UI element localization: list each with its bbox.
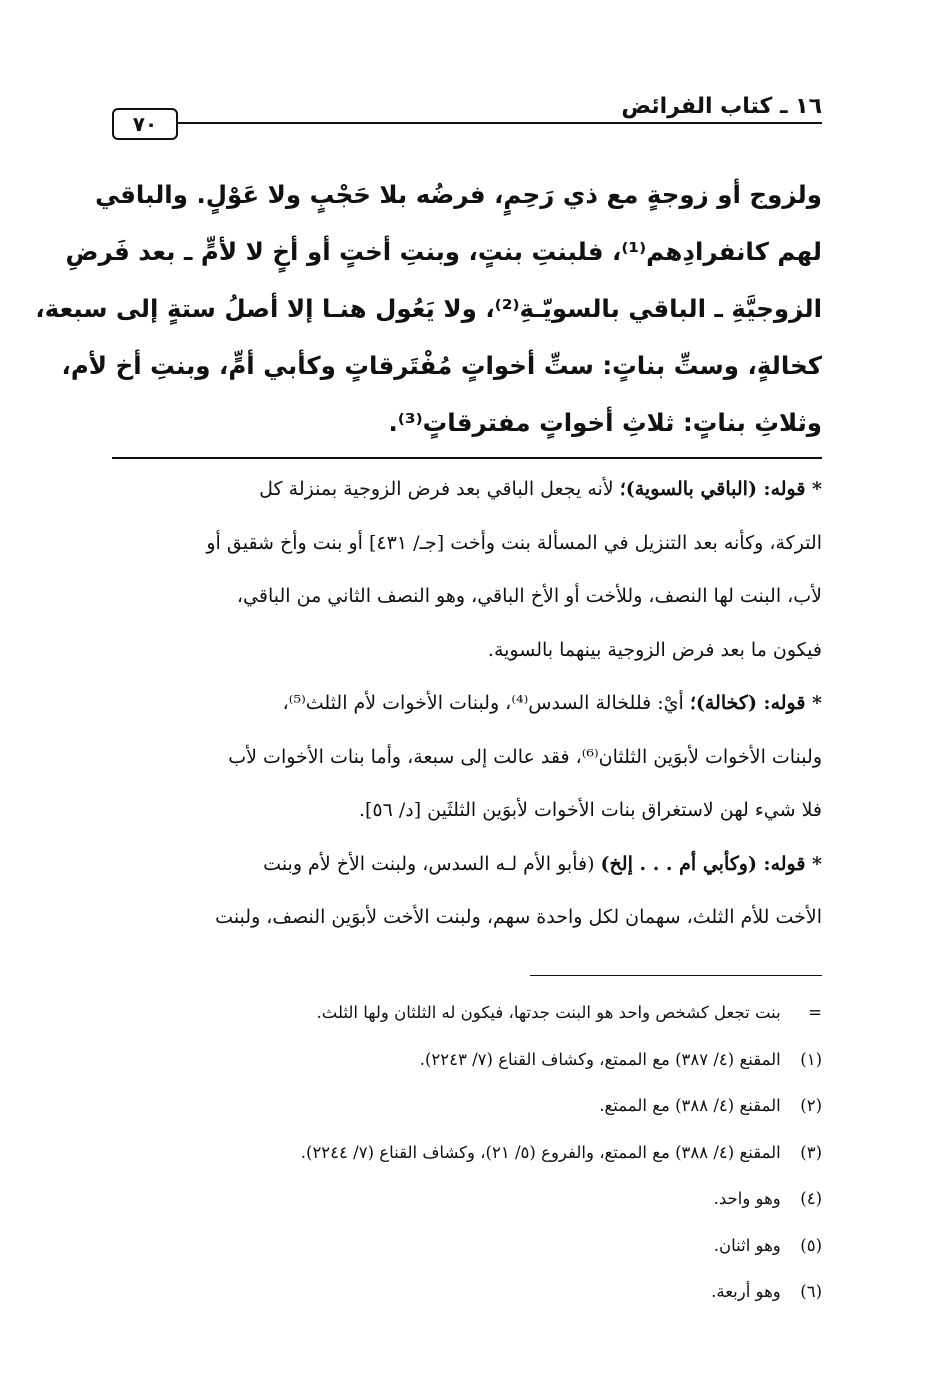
footnote-number: (٤) [800,1189,822,1208]
commentary-text: لأنه يجعل الباقي بعد فرض الزوجية بمنزلة كل [259,478,614,500]
footnote-number: (٢) [800,1096,822,1115]
footnote-text: بنت تجعل كشخص واحد هو البنت جدتها، فيكون له الثلثان ولها الثلث. [316,1003,781,1022]
commentary-text: (فأبو الأم لـه السدس، ولبنت الأخ لأم وبنت [263,852,595,875]
footnote-number: (٣) [800,1142,822,1162]
page-number: ٧٠ [112,108,178,140]
footnote-separator [530,975,822,976]
commentary-line [112,677,822,731]
commentary-line: لأب، البنت لها النصف، وللأخت أو الأخ الباقي، وهو النصف الثاني من الباقي، [236,585,822,607]
footnote-number: = [808,1003,822,1022]
footnote-number: (١) [800,1049,822,1069]
page-header [112,88,822,148]
footnote [112,1083,822,1130]
commentary [112,463,822,945]
commentary-lead: * قوله: (الباقي بالسوية)؛ [619,478,822,500]
header-rule [112,122,822,124]
footnote [112,1130,822,1177]
commentary-lead: * قوله: (كخالة)؛ [689,692,822,714]
main-text [35,166,822,451]
commentary-line: ولبنات الأخوات لأبوَين الثلثان⁽⁶⁾، فقد عالت إلى سبعة، وأما بنات الأخوات لأب [228,745,822,768]
running-title: ١٦ ـ كتاب الفرائض [621,94,822,119]
main-text-line: لهم كانفرادِهم⁽¹⁾، فلبنتِ بنتٍ، وبنتِ أختٍ أو أخٍ لا لأمٍّ ـ بعد فَرضِ [65,237,822,266]
footnote [112,1269,822,1316]
commentary-line [112,838,822,892]
footnote-text: وهو واحد. [713,1189,781,1208]
commentary-line [112,463,822,517]
commentary-line: التركة، وكأنه بعد التنزيل في المسألة بنت وأخت [جـ/ ٤٣١] أو بنت وأخ شقيق أو [206,531,822,554]
main-text-line: ولزوج أو زوجةٍ مع ذي رَحِمٍ، فرضُه بلا حَجْبٍ ولا عَوْلٍ. والباقي [95,180,822,209]
footnote-text: المقنع (٤/ ٣٨٧) مع الممتع، وكشاف القناع (٧/ ٢٢٤٣). [419,1049,781,1069]
main-text-line: الزوجيَّةِ ـ الباقي بالسويّـةِ⁽²⁾، ولا يَعُول هنـا إلا أصلُ ستةٍ إلى سبعة، [35,294,822,323]
commentary-line: فيكون ما بعد فرض الزوجية بينهما بالسوية. [487,638,822,661]
footnote-text: وهو اثنان. [713,1235,781,1255]
footnote [112,990,822,1037]
footnotes [112,990,822,1316]
commentary-text: أيْ: فللخالة السدس⁽⁴⁾، ولبنات الأخوات لأم الثلث⁽⁵⁾، [282,692,684,714]
main-text-line: كخالةٍ، وستِّ بناتٍ: ستِّ أخواتٍ مُفْتَرقاتٍ وكأبي أمٍّ، وبنتِ أخ لأم، [61,351,822,380]
footnote-text: المقنع (٤/ ٣٨٨) مع الممتع، والفروع (٥/ ٢١)، وكشاف القناع (٧/ ٢٢٤٤). [300,1142,781,1162]
commentary-line: الأخت للأم الثلث، سهمان لكل واحدة سهم، ولبنت الأخت لأبوَين النصف، ولبنت [215,906,822,928]
commentary-line: فلا شيء لهن لاستغراق بنات الأخوات لأبوَين الثلثَين [د/ ٥٦]. [358,799,822,821]
footnote-text: المقنع (٤/ ٣٨٨) مع الممتع. [599,1096,781,1115]
footnote [112,1037,822,1084]
main-text-line: وثلاثِ بناتٍ: ثلاثِ أخواتٍ مفترقاتٍ⁽³⁾. [388,408,822,437]
footnote-number: (٦) [800,1282,822,1301]
footnote-number: (٥) [800,1235,822,1255]
section-separator [112,457,822,459]
footnote-text: وهو أربعة. [711,1282,781,1301]
footnote [112,1176,822,1223]
commentary-lead: * قوله: (وكأبي أم . . . إلخ) [600,852,822,875]
footnote [112,1223,822,1270]
